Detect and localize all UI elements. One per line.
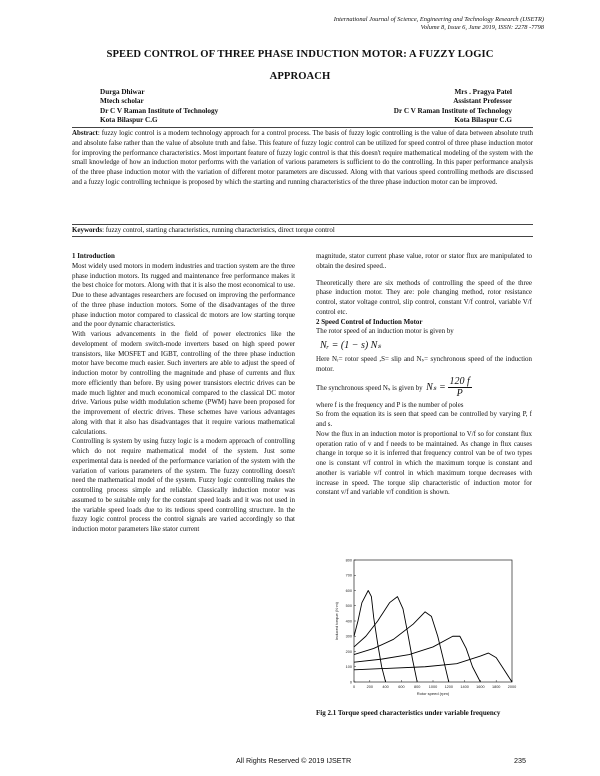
section-heading-introduction: 1 Introduction [72, 252, 115, 260]
x-tick-label: 800 [414, 685, 421, 689]
author-name: Mrs . Pragya Patel [454, 88, 512, 96]
keywords [72, 226, 533, 235]
page-number: 235 [514, 756, 526, 765]
x-tick-label: 1800 [491, 685, 501, 689]
equation-2-lhs: Nₛ = [426, 381, 446, 393]
x-axis-label: Rotor speed (rpm) [416, 691, 450, 696]
right-paragraph-4: Here Nᵣ= rotor speed ,S= slip and Nₛ= synchronous speed of the induction motor. [316, 355, 532, 373]
author-institute: Dr C V Raman Institute of Technology [393, 106, 512, 115]
paper-title [60, 44, 540, 88]
equation-1: Nᵣ = (1 − s) Nₛ [320, 340, 382, 351]
right-paragraph-7: So from the equation its is seen that speed can be controlled by varying P, f and s. [316, 410, 532, 428]
author-role: Assistant Professor [453, 97, 512, 106]
spacer [316, 272, 532, 279]
x-tick-label: 1600 [476, 685, 485, 689]
intro-paragraph-2: With various advancements in the field of power electronics like the development of modern switch-mode inverters based on high speed power transistors, like MOSFET and IGBT, controlling of the three phase induction motor have become much easier. Such inverters are able to adjust the speed of induction motor by controlling the magnitude and phase of currents and flux more efficiently than before. By using power transistors electric drives can be made much lighter and much economical compared to the classical DC motor drive. Various pulse width modulation scheme (PWM) have been proposed for the improvement of electric drives. These schemes have various advantages along with that it also has disadvantages that it require various mathematical calculations. [72, 330, 295, 436]
right-paragraph-2: Theoretically there are six methods of controlling the speed of the three phase induction motor. They are: pole changing method, rotor resistance control, stator voltage control, slip control, constant V/f control, variable V/f control etc. [316, 278, 532, 316]
y-tick-label: 600 [345, 588, 352, 593]
author-institute: Dr C V Raman Institute of Technology [100, 106, 219, 115]
intro-paragraph-1: Most widely used motors in modern industries and traction system are the three phase induction motors. Its rugged and maintenance free performance makes it the best choice for motors. Along with that it is also the most economical to use. Due to these advantages researchers are focused on improving the performance of the three phase induction motors. Some of the disadvantages of the three phase induction motor compared to classical dc motors are low starting torque and the poor dynamic characteristics. [72, 261, 295, 329]
x-tick-label: 200 [366, 685, 373, 689]
keywords-label: Keywords [72, 226, 103, 234]
right-paragraph-8: Now the flux in an induction motor is proportional to V/f so for constant flux operation ratio of v and f needs to be maintained. As change in flux causes change in torque so it is inferred that frequency control van be of two types one is constant v/f control in which the maximum torque is constant and another is variable v/f control in which maximum torque decreases with increase in speed. The torque slip characteristic of induction motor for constant v/f and variable v/f condition is shown. [316, 429, 532, 497]
x-tick-label: 1000 [428, 685, 438, 689]
author-name: Durga Dhiwar [100, 88, 145, 96]
x-tick-label: 600 [398, 685, 405, 689]
torque-speed-figure [330, 554, 518, 704]
y-tick-label: 400 [345, 619, 352, 624]
y-tick-label: 300 [345, 634, 352, 639]
intro-paragraph-3: Controlling is system by using fuzzy logic is a modern approach of controlling which do not require mathematical model of the system. Just some experimental data is needed of the performance variation of the system with the variation of various parameters of the system. The fuzzy controlling doesn't need the mathematical model of the system. Fuzzy logic controlling makes the controlling process simple and reliable. Classically induction motor was assumed to be suitable only for the constant speed loads and it was not used in the variable speed loads due to its tedious speed controlling structure. In the fuzzy logic control process the control signals are varied accordingly so that induction motor parameters like stator current [72, 437, 295, 533]
author-location: Kota Bilaspur C.G [100, 116, 158, 125]
right-paragraph-5: The synchronous speed Nₛ is given by [316, 383, 423, 392]
y-tick-label: 200 [345, 649, 352, 654]
equation-rotor-speed [316, 337, 532, 355]
author-block-right [394, 88, 512, 126]
y-tick-label: 100 [345, 665, 352, 670]
abstract-label: Abstract [72, 129, 98, 137]
x-tick-label: 0 [352, 685, 356, 689]
y-tick-label: 800 [345, 558, 352, 563]
equation-2-numerator: 120 f [449, 376, 470, 388]
left-column [72, 252, 295, 535]
journal-header [334, 16, 544, 32]
x-tick-label: 1200 [444, 685, 454, 689]
synchronous-speed-line [316, 375, 532, 401]
author-location: Kota Bilaspur C.G [454, 116, 512, 125]
keywords-bottom-rule [72, 236, 533, 237]
x-tick-label: 1400 [460, 685, 469, 689]
right-column [316, 252, 532, 498]
figure-caption: Fig 2.1 Torque speed characteristics under variable frequency [316, 709, 501, 717]
right-paragraph-6: where f is the frequency and P is the number of poles [316, 400, 464, 409]
y-tick-label: 700 [345, 573, 352, 578]
journal-volume: Volume 8, Issue 6, June 2019, ISSN: 2278 -7798 [420, 24, 544, 31]
right-paragraph-3: The rotor speed of an induction motor is given by [316, 327, 454, 336]
author-block-left [100, 88, 218, 126]
journal-name: International Journal of Science, Engineering and Technology Research (IJSETR) [333, 16, 544, 23]
copyright-notice: All Rights Reserved © 2019 IJSETR [236, 756, 352, 765]
keywords-top-rule [72, 224, 533, 225]
x-tick-label: 2000 [507, 685, 517, 689]
torque-speed-chart [330, 554, 518, 704]
equation-2-fraction [448, 376, 472, 399]
title-line-1: SPEED CONTROL OF THREE PHASE INDUCTION MOTOR: A FUZZY LOGIC [106, 49, 494, 60]
keywords-text: : fuzzy control, starting characteristics, running characteristics, direct torque control [102, 226, 335, 234]
y-axis-label: Induced torque (N·m) [334, 601, 339, 641]
equation-2-denominator: P [456, 388, 463, 400]
abstract [72, 129, 533, 188]
x-tick-label: 400 [382, 685, 389, 689]
author-role: Mtech scholar [100, 97, 144, 106]
abstract-text: : fuzzy logic control is a modern technology approach for a control process. The basis of fuzzy logic controlling is the value of data between absolute truth and absolute false rather than the value of absolute truth and false. This feature of fuzzy logic control can be utilized for speed control of three phase induction motor for improving the performance characteristics. Most important feature of fuzzy logic control is that this doesn't require mathematical modeling of the system with the small knowledge of how an induction motor performs with the variation of various parameters is sufficient to do the controlling. In this paper performance analysis of the three phase induction motor with the variation of different motor parameters are discussed. Along with that various speed controlling methods are discussed and a fuzzy logic controlling technique is proposed by which the starting and running characteristics of the three phase induction motor can be improved. [72, 129, 533, 186]
y-tick-label: 0 [349, 680, 352, 685]
abstract-top-rule [72, 127, 533, 128]
title-line-2: APPROACH [269, 71, 331, 82]
section-heading-speed-control: 2 Speed Control of Induction Motor [316, 317, 423, 326]
right-paragraph-1: magnitude, stator current phase value, rotor or stator flux are manipulated to obtain the desired speed.. [316, 252, 532, 270]
y-tick-label: 500 [345, 604, 352, 609]
